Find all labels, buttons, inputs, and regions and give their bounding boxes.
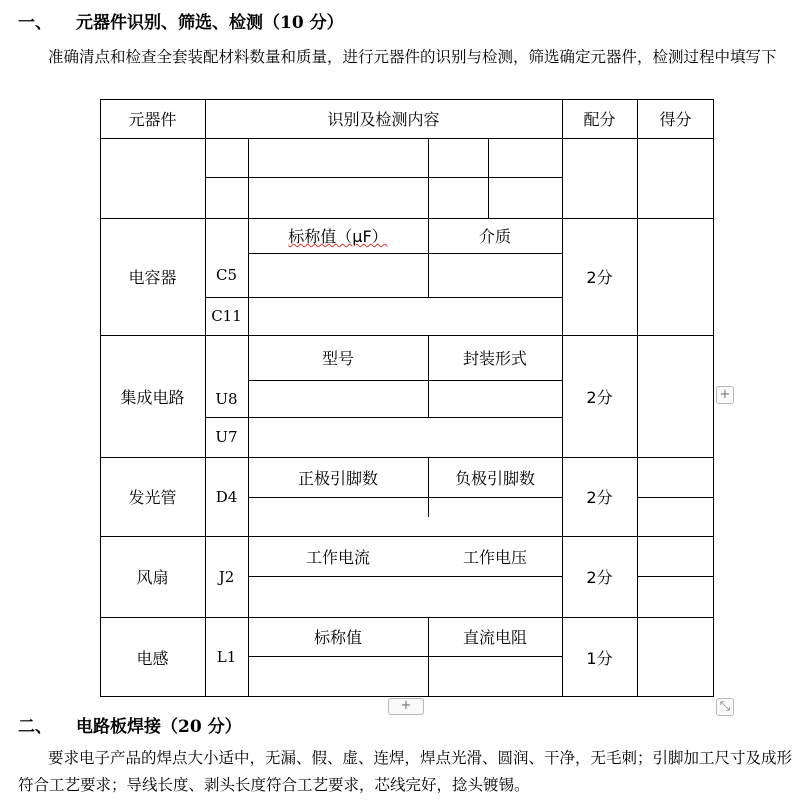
resize-table-icon[interactable]: ⤡ [716,698,734,716]
fan-score: 2分 [586,568,613,587]
led-label: 发光管 [128,488,177,507]
ic-col-package: 封装形式 [462,349,527,368]
section-2-title: 电路板焊接（20 分） [76,717,242,737]
section-1-number: 一、 [18,13,52,33]
grid-line [637,576,714,577]
capacitor-row-c5: C5 [215,266,238,284]
grid-line [205,177,562,178]
grid-line [205,297,562,298]
capacitor-row-c11: C11 [211,307,242,325]
grid-line [637,99,638,697]
section-2-body [18,745,796,799]
section-2-text: 要求电子产品的焊点大小适中，无漏、假、虚、连焊，焊点光滑、圆润、干净，无毛刺；引脚加工尺寸及成形符合工艺要求；导线长度、剥头长度符合工艺要求，芯线完好，捻头镀锡。 [18,749,793,794]
capacitor-label: 电容器 [128,268,177,287]
inductor-row-l1: L1 [216,648,237,666]
grid-line [248,253,562,254]
grid-line [488,138,489,218]
ic-row-u8: U8 [215,389,238,408]
ic-row-u7: U7 [215,428,238,446]
grid-line [428,138,429,218]
grid-line [205,417,562,418]
header-earned: 得分 [659,110,692,129]
fan-label: 风扇 [136,568,169,587]
led-col-negative: 负极引脚数 [454,468,535,488]
section-1-intro [18,44,796,71]
inspection-table [100,99,714,697]
ic-label: 集成电路 [120,387,185,407]
add-row-button[interactable]: + [388,698,424,715]
section-2-heading [18,712,242,737]
inductor-col-dc-resistance: 直流电阻 [462,628,527,647]
add-column-button[interactable]: + [716,386,734,404]
grid-line [248,380,562,381]
grid-line [248,656,562,657]
section-1-heading [18,8,344,33]
ic-col-model: 型号 [321,349,354,368]
section-1-title: 元器件识别、筛选、检测（10 分） [76,13,344,33]
inductor-label: 电感 [136,648,169,668]
capacitor-score: 2分 [586,268,613,287]
inductor-col-nominal: 标称值 [313,628,362,647]
fan-col-current: 工作电流 [305,547,370,567]
section-1-intro-text: 准确清点和检查全套装配材料数量和质量，进行元器件的识别与检测，筛选确定元器件，检测过程中填写下 [48,48,777,66]
inductor-score: 1分 [586,648,613,668]
grid-line [248,497,562,498]
header-score: 配分 [583,110,616,129]
fan-col-voltage: 工作电压 [462,547,527,567]
capacitor-col-nominal: 标称值（μF） [288,227,388,246]
led-row-d4: D4 [215,487,238,506]
header-content: 识别及检测内容 [327,110,440,129]
grid-line [100,138,714,139]
fan-row-j2: J2 [218,567,235,586]
grid-line [637,497,714,498]
led-col-positive: 正极引脚数 [297,468,378,488]
capacitor-col-dielectric: 介质 [478,227,511,246]
led-score: 2分 [586,488,613,507]
header-component: 元器件 [128,110,177,129]
ic-score: 2分 [586,387,613,407]
grid-line [248,576,562,577]
section-2-number: 二、 [18,717,52,737]
